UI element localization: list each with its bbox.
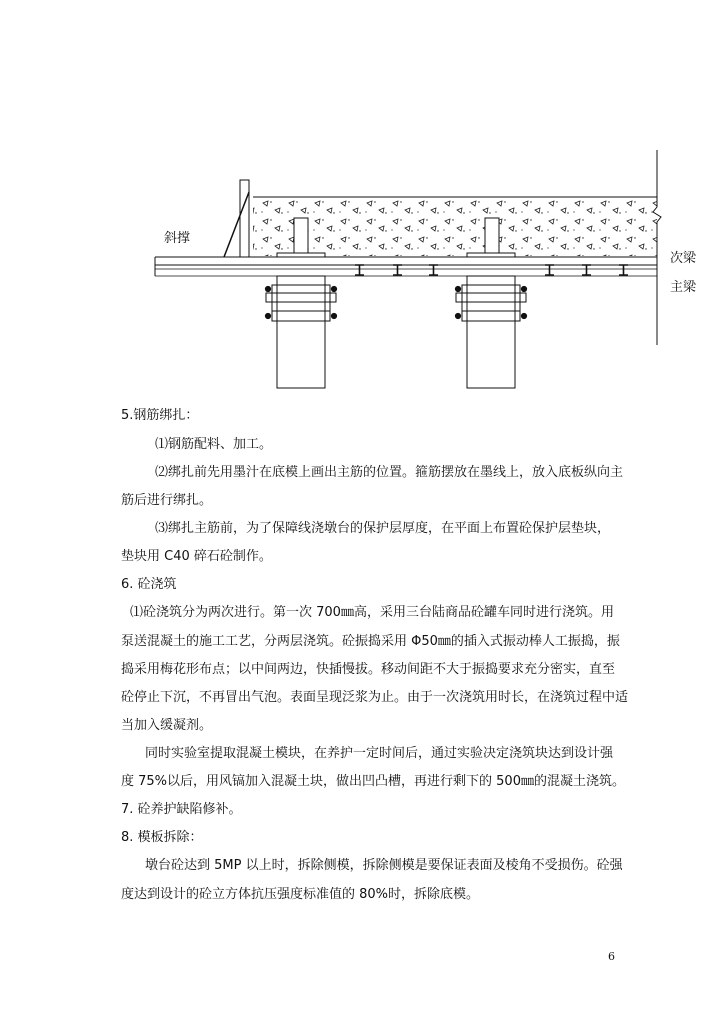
s6-p2b: 度 75%以后，用风镐加入混凝土块，做出凹凸槽，再进行剩下的 500㎜的混凝土浇筑。 (121, 774, 625, 789)
pier-left (265, 253, 336, 388)
secondary-beam-label: 次梁 (670, 251, 697, 266)
s5-p2b: 筋后进行绑扎。 (121, 493, 213, 508)
column-stub-left (294, 218, 308, 256)
s6-title: 6. 砼浇筑 (121, 577, 177, 592)
secondary-beams (355, 265, 628, 275)
column-stub-right (485, 218, 499, 256)
page-number: 6 (608, 950, 615, 963)
side-formwork (240, 180, 249, 257)
s5-p3a: ⑶绑扎主筋前，为了保障线浇墩台的保护层厚度，在平面上布置砼保护层垫块， (155, 521, 611, 536)
s6-p1e: 当加入缓凝剂。 (121, 718, 213, 733)
s8-p1a: 墩台砼达到 5MP 以上时，拆除侧模，拆除侧模是要保证表面及棱角不受损伤。砼强 (145, 858, 623, 873)
concrete-fill (253, 197, 657, 256)
s5-title: 5.钢筋绑扎： (121, 408, 199, 423)
s6-p1d: 砼停止下沉，不再冒出气泡。表面呈现泛浆为止。由于一次浇筑用时长，在浇筑过程中适 (121, 690, 629, 705)
s6-p1c: 捣采用梅花形布点；以中间两边，快插慢拔。移动间距不大于振捣要求充分密实，直至 (121, 662, 616, 677)
main-beam-label: 主梁 (670, 280, 697, 295)
formwork-diagram (0, 0, 724, 400)
s6-p1b: 泵送混凝土的施工工艺，分两层浇筑。砼振捣采用 Φ50㎜的插入式振动棒人工振捣，振 (121, 634, 620, 649)
s8-title: 8. 模板拆除： (121, 830, 203, 845)
s6-p1a: ⑴砼浇筑分为两次进行。第一次 700㎜高，采用三台陆商品砼罐车同时进行浇筑。用 (130, 605, 614, 620)
s8-p1b: 度达到设计的砼立方体抗压强度标准值的 80%时，拆除底模。 (121, 887, 480, 902)
s6-p2a: 同时实验室提取混凝土模块，在养护一定时间后，通过实验决定浇筑块达到设计强 (145, 746, 614, 761)
s5-p1: ⑴钢筋配料、加工。 (155, 437, 273, 452)
pier-right (455, 253, 526, 388)
s7-title: 7. 砼养护缺陷修补。 (121, 802, 242, 817)
s5-p3b: 垫块用 C40 碎石砼制作。 (121, 549, 272, 564)
brace-label: 斜撑 (164, 231, 191, 246)
s5-p2a: ⑵绑扎前先用墨汁在底模上画出主筋的位置。箍筋摆放在墨线上，放入底板纵向主 (155, 465, 624, 480)
